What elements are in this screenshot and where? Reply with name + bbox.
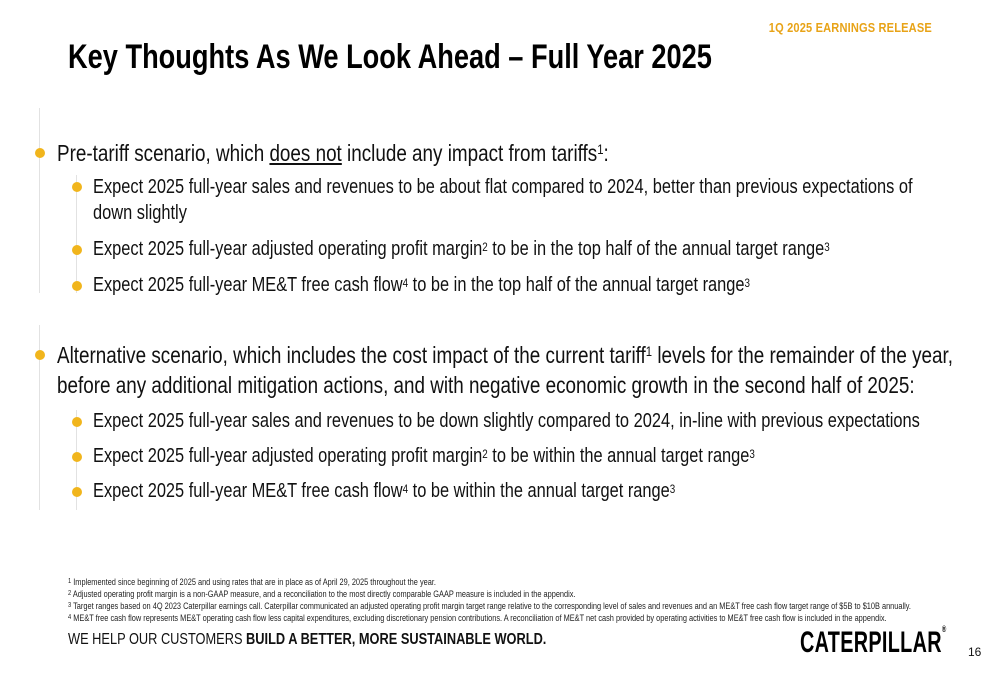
footnote-2: $^2$ Adjusted operating profit margin is a non-GAAP measure, and a reconciliation to the most directly comparable GAAP measure is included in the appendix. xyxy=(68,589,576,599)
sub-bullet-icon xyxy=(72,452,82,462)
sub-bullet-icon xyxy=(72,417,82,427)
does-not-underlined: does not xyxy=(269,140,342,166)
footnote-3: $^3$ Target ranges based on 4Q 2023 Caterpillar earnings call. Caterpillar communicated an adjusted operating profit margin target range relative to the corresponding level of sales and revenues and an ME&T free cash flow target range of $5B to $10B annually. xyxy=(68,601,911,611)
scenario2-bullet-3: Expect 2025 full-year ME&T free cash flow$^4$ to be within the annual target range$^3$ xyxy=(93,480,676,502)
scenario2-bullet-2: Expect 2025 full-year adjusted operating profit margin$^2$ to be within the annual target range$^3$ xyxy=(93,445,755,467)
footnote-1: $^1$ Implemented since beginning of 2025 and using rates that are in place as of April 29, 2025 throughout the year. xyxy=(68,577,436,587)
scenario1-bullet-1-line2: down slightly xyxy=(93,202,187,224)
bullet-icon xyxy=(35,148,45,158)
bullet-icon xyxy=(35,350,45,360)
page-number: 16 xyxy=(968,645,982,659)
page-title: Key Thoughts As We Look Ahead – Full Year 2025 xyxy=(68,38,712,76)
connector-line-1 xyxy=(39,108,40,293)
footer-tagline: WE HELP OUR CUSTOMERS BUILD A BETTER, MORE SUSTAINABLE WORLD. xyxy=(68,631,547,648)
sub-bullet-icon xyxy=(72,281,82,291)
scenario1-bullet-2: Expect 2025 full-year adjusted operating profit margin$^2$ to be in the top half of the annual target range$^3$ xyxy=(93,238,830,260)
scenario2-heading-line2: before any additional mitigation actions, and with negative economic growth in the second half of 2025: xyxy=(57,372,915,398)
release-label: 1Q 2025 EARNINGS RELEASE xyxy=(768,20,932,35)
scenario2-bullet-1: Expect 2025 full-year sales and revenues to be down slightly compared to 2024, in-line with previous expectations xyxy=(93,410,920,432)
sub-bullet-icon xyxy=(72,487,82,497)
sub-bullet-icon xyxy=(72,245,82,255)
sub-bullet-icon xyxy=(72,182,82,192)
caterpillar-logo: CATERPILLAR® xyxy=(800,624,947,659)
scenario1-heading: Pre-tariff scenario, which does not include any impact from tariffs$^1$: xyxy=(57,140,609,166)
footnote-4: $^4$ ME&T free cash flow represents ME&T operating cash flow less capital expenditures, excluding discretionary pension contributions. A reconciliation of ME&T net cash provided by operating activities to ME&T free cash flow is included in the appendix. xyxy=(68,613,887,623)
scenario1-bullet-1-line1: Expect 2025 full-year sales and revenues to be about flat compared to 2024, better than previous expectations of xyxy=(93,176,913,198)
scenario1-bullet-3: Expect 2025 full-year ME&T free cash flow$^4$ to be in the top half of the annual target range$^3$ xyxy=(93,274,751,296)
scenario2-heading-line1: Alternative scenario, which includes the cost impact of the current tariff$^1$ levels for the remainder of the year, xyxy=(57,342,953,368)
sub-connector-line-1 xyxy=(76,175,77,293)
